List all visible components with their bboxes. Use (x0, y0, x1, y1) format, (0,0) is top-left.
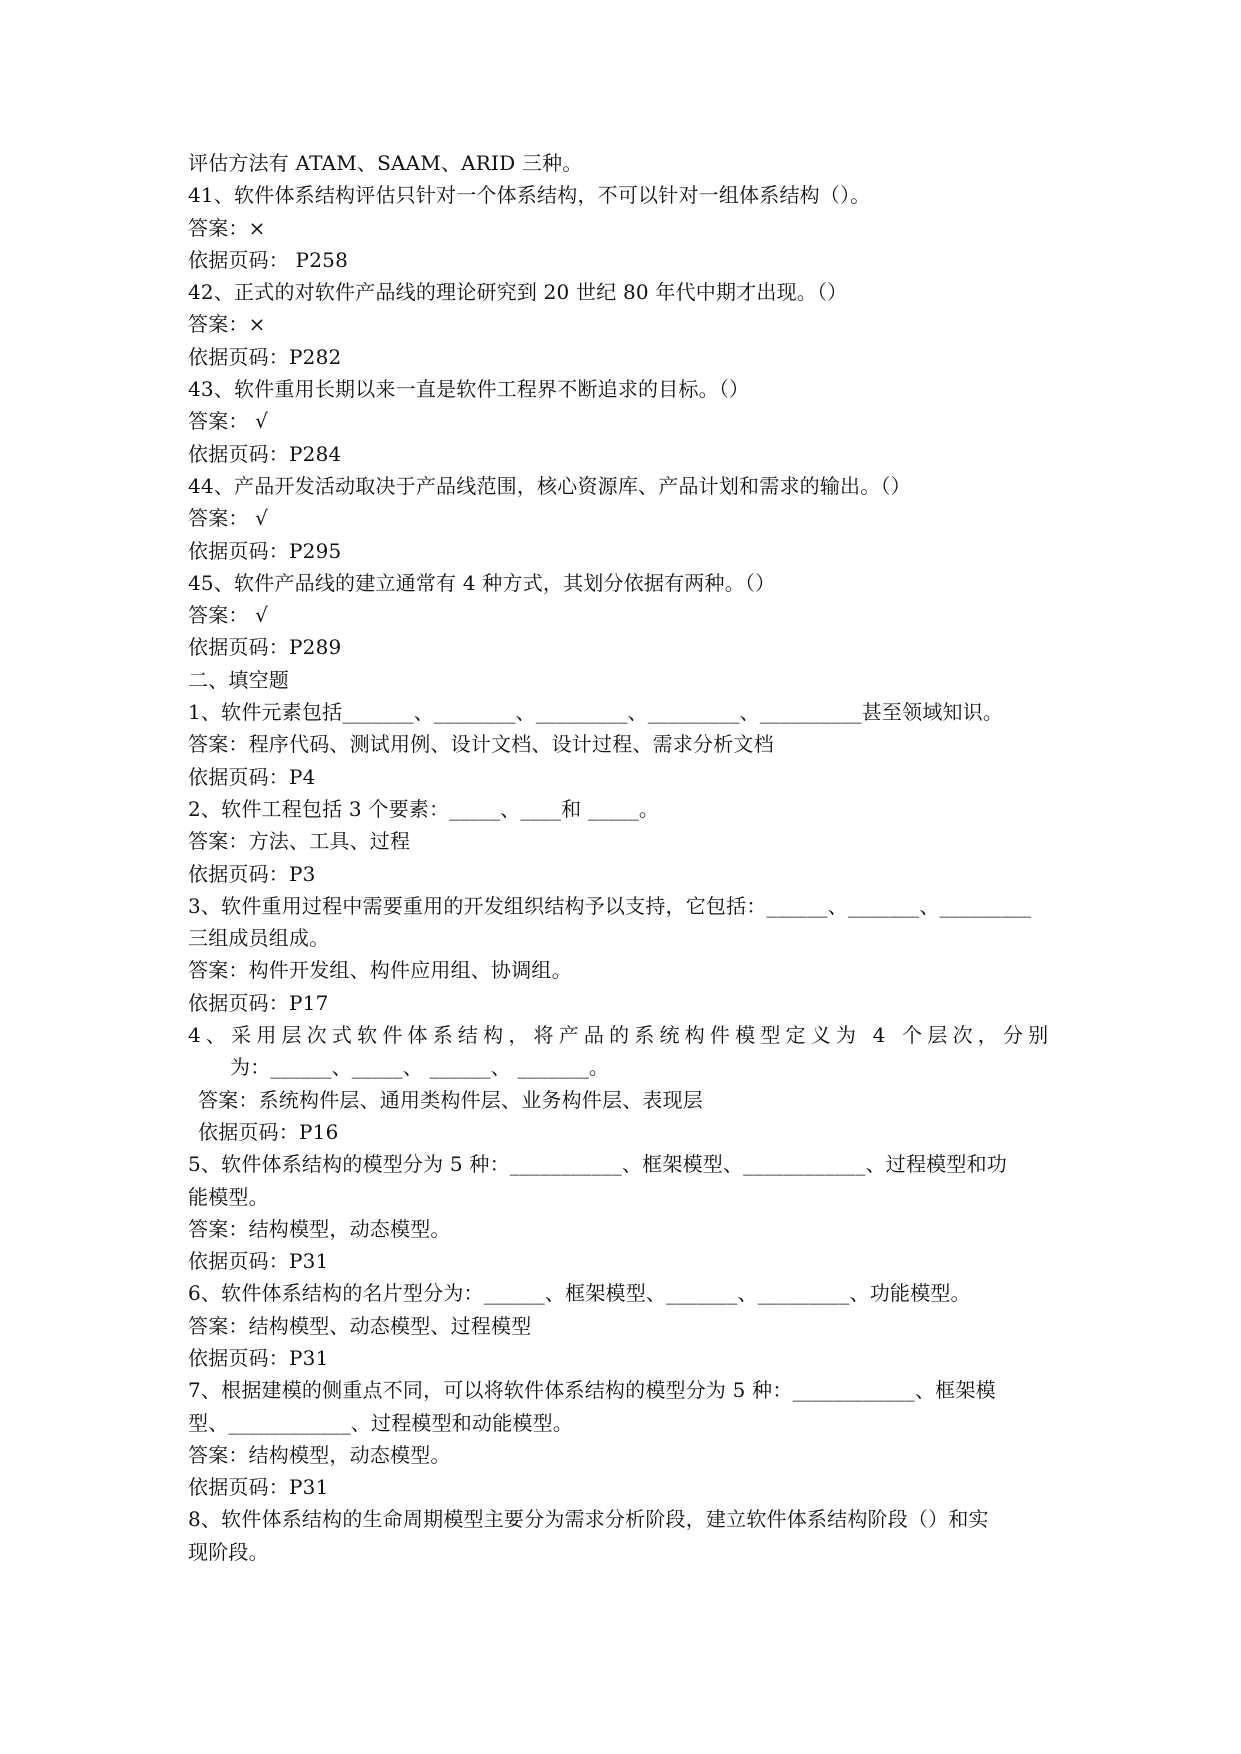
question-41: 41、软件体系结构评估只针对一个体系结构，不可以针对一组体系结构（）。 (188, 183, 871, 208)
page-ref-41: 依据页码： P258 (188, 247, 348, 272)
document-body (188, 147, 1068, 1568)
fill-answer-1: 答案：程序代码、测试用例、设计文档、设计过程、需求分析文档 (188, 732, 774, 757)
fill-page-ref-4: 依据页码：P16 (198, 1119, 339, 1144)
answer-41: 答案：× (188, 215, 266, 240)
question-42: 42、正式的对软件产品线的理论研究到 20 世纪 80 年代中期才出现。（） (188, 280, 848, 305)
fill-page-ref-3: 依据页码：P17 (188, 990, 329, 1015)
fill-answer-3: 答案：构件开发组、构件应用组、协调组。 (188, 958, 572, 983)
question-43: 43、软件重用长期以来一直是软件工程界不断追求的目标。（） (188, 377, 750, 402)
fill-question-4-cont: 为：______、_____、 ______、 _______。 (230, 1055, 610, 1080)
fill-page-ref-7: 依据页码：P31 (188, 1475, 329, 1500)
answer-44: 答案： √ (188, 506, 269, 531)
fill-answer-7: 答案：结构模型，动态模型。 (188, 1442, 451, 1467)
question-44: 44、产品开发活动取决于产品线范围，核心资源库、产品计划和需求的输出。（） (188, 473, 911, 498)
fill-question-3-cont: 三组成员组成。 (188, 926, 330, 951)
fill-question-8: 8、软件体系结构的生命周期模型主要分为需求分析阶段，建立软件体系结构阶段（）和实 (188, 1507, 989, 1532)
fill-page-ref-6: 依据页码：P31 (188, 1345, 329, 1370)
fill-question-5: 5、软件体系结构的模型分为 5 种：___________、框架模型、____________、过程模型和功 (188, 1152, 1007, 1177)
fill-question-2: 2、软件工程包括 3 个要素：_____、____和 _____。 (188, 796, 660, 821)
answer-42: 答案：× (188, 312, 266, 337)
fill-question-6: 6、软件体系结构的名片型分为：______、框架模型、_______、_________、功能模型。 (188, 1281, 971, 1306)
fill-question-1: 1、软件元素包括_______、________、_________、_________、__________甚至领域知识。 (188, 700, 1004, 725)
section-heading: 二、填空题 (188, 667, 289, 692)
text-line: 评估方法有 ATAM、SAAM、ARID 三种。 (188, 151, 583, 175)
fill-page-ref-1: 依据页码：P4 (188, 764, 316, 789)
page-ref-43: 依据页码：P284 (188, 441, 342, 466)
fill-answer-2: 答案：方法、工具、过程 (188, 829, 411, 854)
fill-question-7: 7、根据建模的侧重点不同，可以将软件体系结构的模型分为 5 种：____________、框架模 (188, 1378, 996, 1403)
fill-question-8-cont: 现阶段。 (188, 1539, 269, 1564)
fill-question-3: 3、软件重用过程中需要重用的开发组织结构予以支持，它包括：______、_______、_________ (188, 893, 1032, 918)
fill-question-5-cont: 能模型。 (188, 1184, 269, 1209)
fill-answer-5: 答案：结构模型，动态模型。 (188, 1216, 451, 1241)
fill-answer-4: 答案：系统构件层、通用类构件层、业务构件层、表现层 (198, 1087, 703, 1112)
page-ref-45: 依据页码：P289 (188, 635, 342, 660)
page-ref-42: 依据页码：P282 (188, 344, 342, 369)
fill-page-ref-5: 依据页码：P31 (188, 1249, 329, 1274)
page-ref-44: 依据页码：P295 (188, 538, 342, 563)
fill-question-7-cont: 型、____________、过程模型和动能模型。 (188, 1410, 573, 1435)
fill-question-4: 4、采用层次式软件体系结构，将产品的系统构件模型定义为 4 个层次，分别 (188, 1023, 1054, 1048)
question-45: 45、软件产品线的建立通常有 4 种方式，其划分依据有两种。（） (188, 570, 776, 595)
fill-page-ref-2: 依据页码：P3 (188, 861, 316, 886)
fill-answer-6: 答案：结构模型、动态模型、过程模型 (188, 1313, 532, 1338)
answer-45: 答案： √ (188, 603, 269, 628)
answer-43: 答案： √ (188, 409, 269, 434)
